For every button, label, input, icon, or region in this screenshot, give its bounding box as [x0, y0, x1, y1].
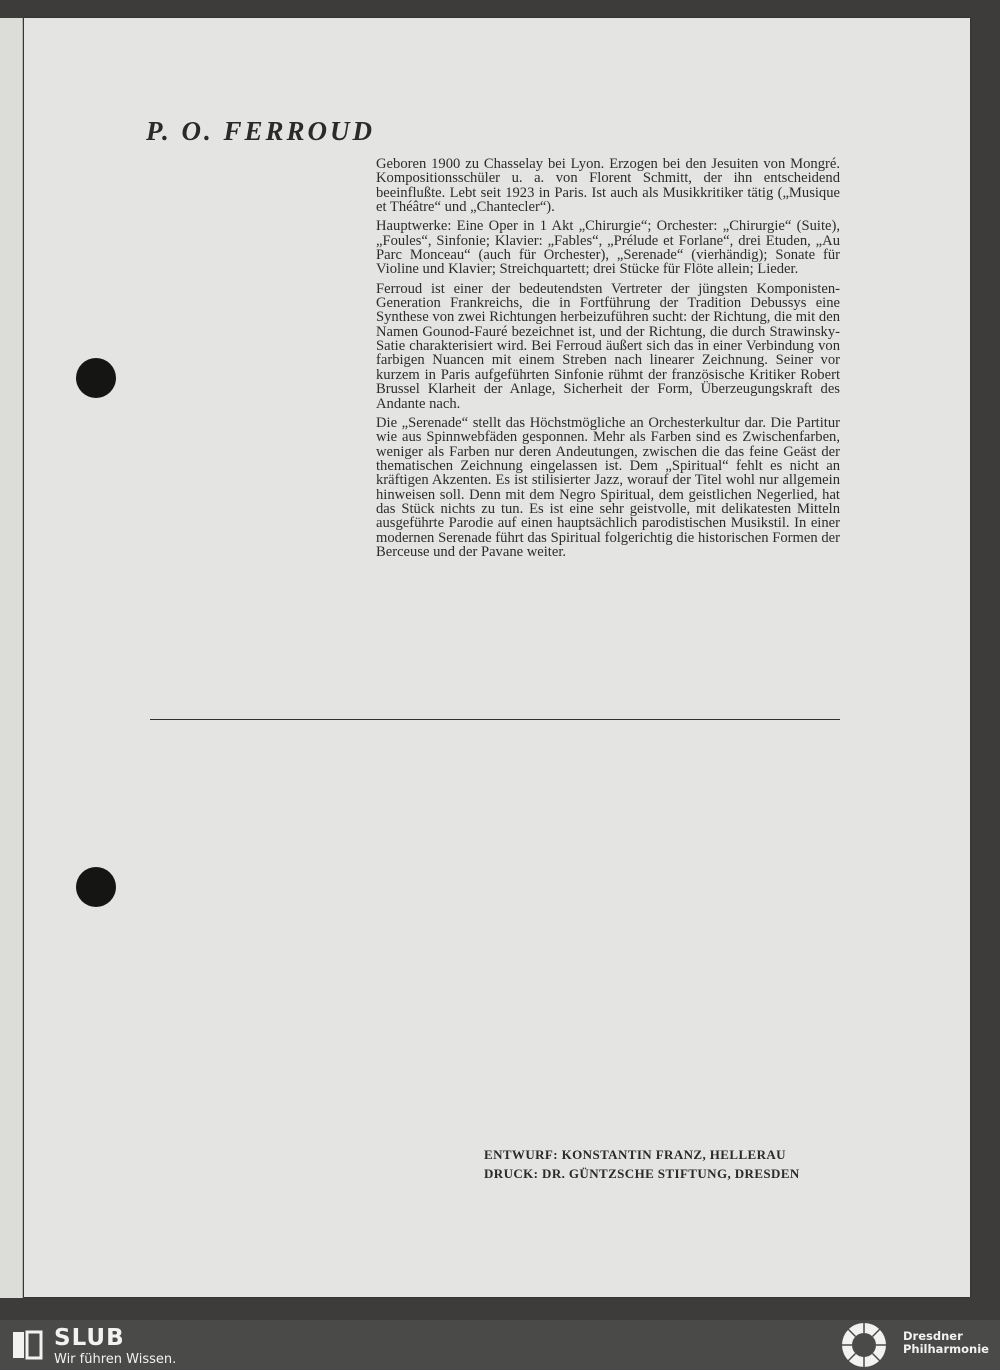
design-credit: ENTWURF: KONSTANTIN FRANZ, HELLERAU	[484, 1147, 786, 1162]
page-title: P. O. FERROUD	[146, 116, 376, 146]
document-page	[24, 18, 970, 1297]
philharmonie-name-line1: Dresdner	[903, 1329, 963, 1343]
underlying-page-edge	[0, 18, 23, 1298]
philharmonie-logo-text[interactable]	[903, 1330, 989, 1356]
paragraph-works: Hauptwerke: Eine Oper in 1 Akt „Chirurgie“; Orchester: „Chirurgie“ (Suite), „Foules“, Sinfonie; Klavier: „Fables“, „Prélude et Forlane“, drei Etuden, „Au Parc Monceau“ (auch für Orchester), „Serenade“ (vierhändig); Sonate für Violine und Klavier; Streichquartett; drei Stücke für Flöte allein; Lieder.	[376, 218, 840, 278]
printer-credits	[484, 1145, 844, 1183]
viewer-footer-bar	[0, 1320, 1000, 1370]
paragraph-style: Ferroud ist einer der bedeutendsten Vertreter der jüngsten Komponisten-Generation Frankreichs, die in Fortführung der Tradition Debussys eine Synthese von zwei Richtungen herbeizuführen sucht: der Richtung, die mit den Namen Gounod-Fauré bezeichnet ist, und der Richtung, die durch Strawinsky-Satie charakterisiert wird. Bei Ferroud äußert sich das in einer Verbindung von farbigen Nuancen mit einem Streben nach linearer Zeichnung. Seiner vor kurzem in Paris aufgeführten Sinfonie rühmt der französische Kritiker Robert Brussel Klarheit der Anlage, Sicherheit der Form, Überzeugungskraft des Andante nach.	[376, 280, 840, 412]
philharmonie-name-line2: Philharmonie	[903, 1342, 989, 1356]
print-credit: DRUCK: DR. GÜNTZSCHE STIFTUNG, DRESDEN	[484, 1166, 800, 1181]
slub-book-icon[interactable]	[10, 1328, 44, 1362]
paragraph-serenade: Die „Serenade“ stellt das Höchstmögliche an Orchesterkultur dar. Die Partitur wie aus Spinnwebfäden gesponnen. Mehr als Farben sind es Zwischenfarben, weniger als Farben nur deren Andeutungen, zwischen die das feine Geäst der thematischen Zeichnung eingelassen ist. Dem „Spiritual“ fehlt es nicht an kräftigen Akzenten. Es ist stilisierter Jazz, worauf der Titel wohl nur allgemein hinweisen soll. Denn mit dem Negro Spiritual, dem geistlichen Negerlied, hat das Stück nichts zu tun. Es ist eine sehr geistvolle, mit delikatesten Mitteln ausgeführte Parodie auf einen hauptsächlich parodistischen Musikstil. In einer modernen Serenade führt das Spiritual folgerichtig die historischen Formen der Berceuse und der Pavane weiter.	[376, 414, 840, 560]
slub-logo-text[interactable]: SLUB	[54, 1325, 125, 1351]
section-divider	[150, 719, 840, 720]
philharmonie-sunburst-icon[interactable]	[840, 1321, 888, 1369]
biography-text	[376, 157, 840, 564]
punch-hole	[76, 358, 116, 398]
slub-tagline: Wir führen Wissen.	[54, 1352, 177, 1367]
punch-hole	[76, 867, 116, 907]
paragraph-biography: Geboren 1900 zu Chasselay bei Lyon. Erzogen bei den Jesuiten von Mongré. Kompositionsschüler u. a. von Florent Schmitt, der ihn entscheidend beeinflußte. Lebt seit 1923 in Paris. Ist auch als Musikkritiker tätig („Musique et Théâtre“ und „Chantecler“).	[376, 156, 840, 216]
